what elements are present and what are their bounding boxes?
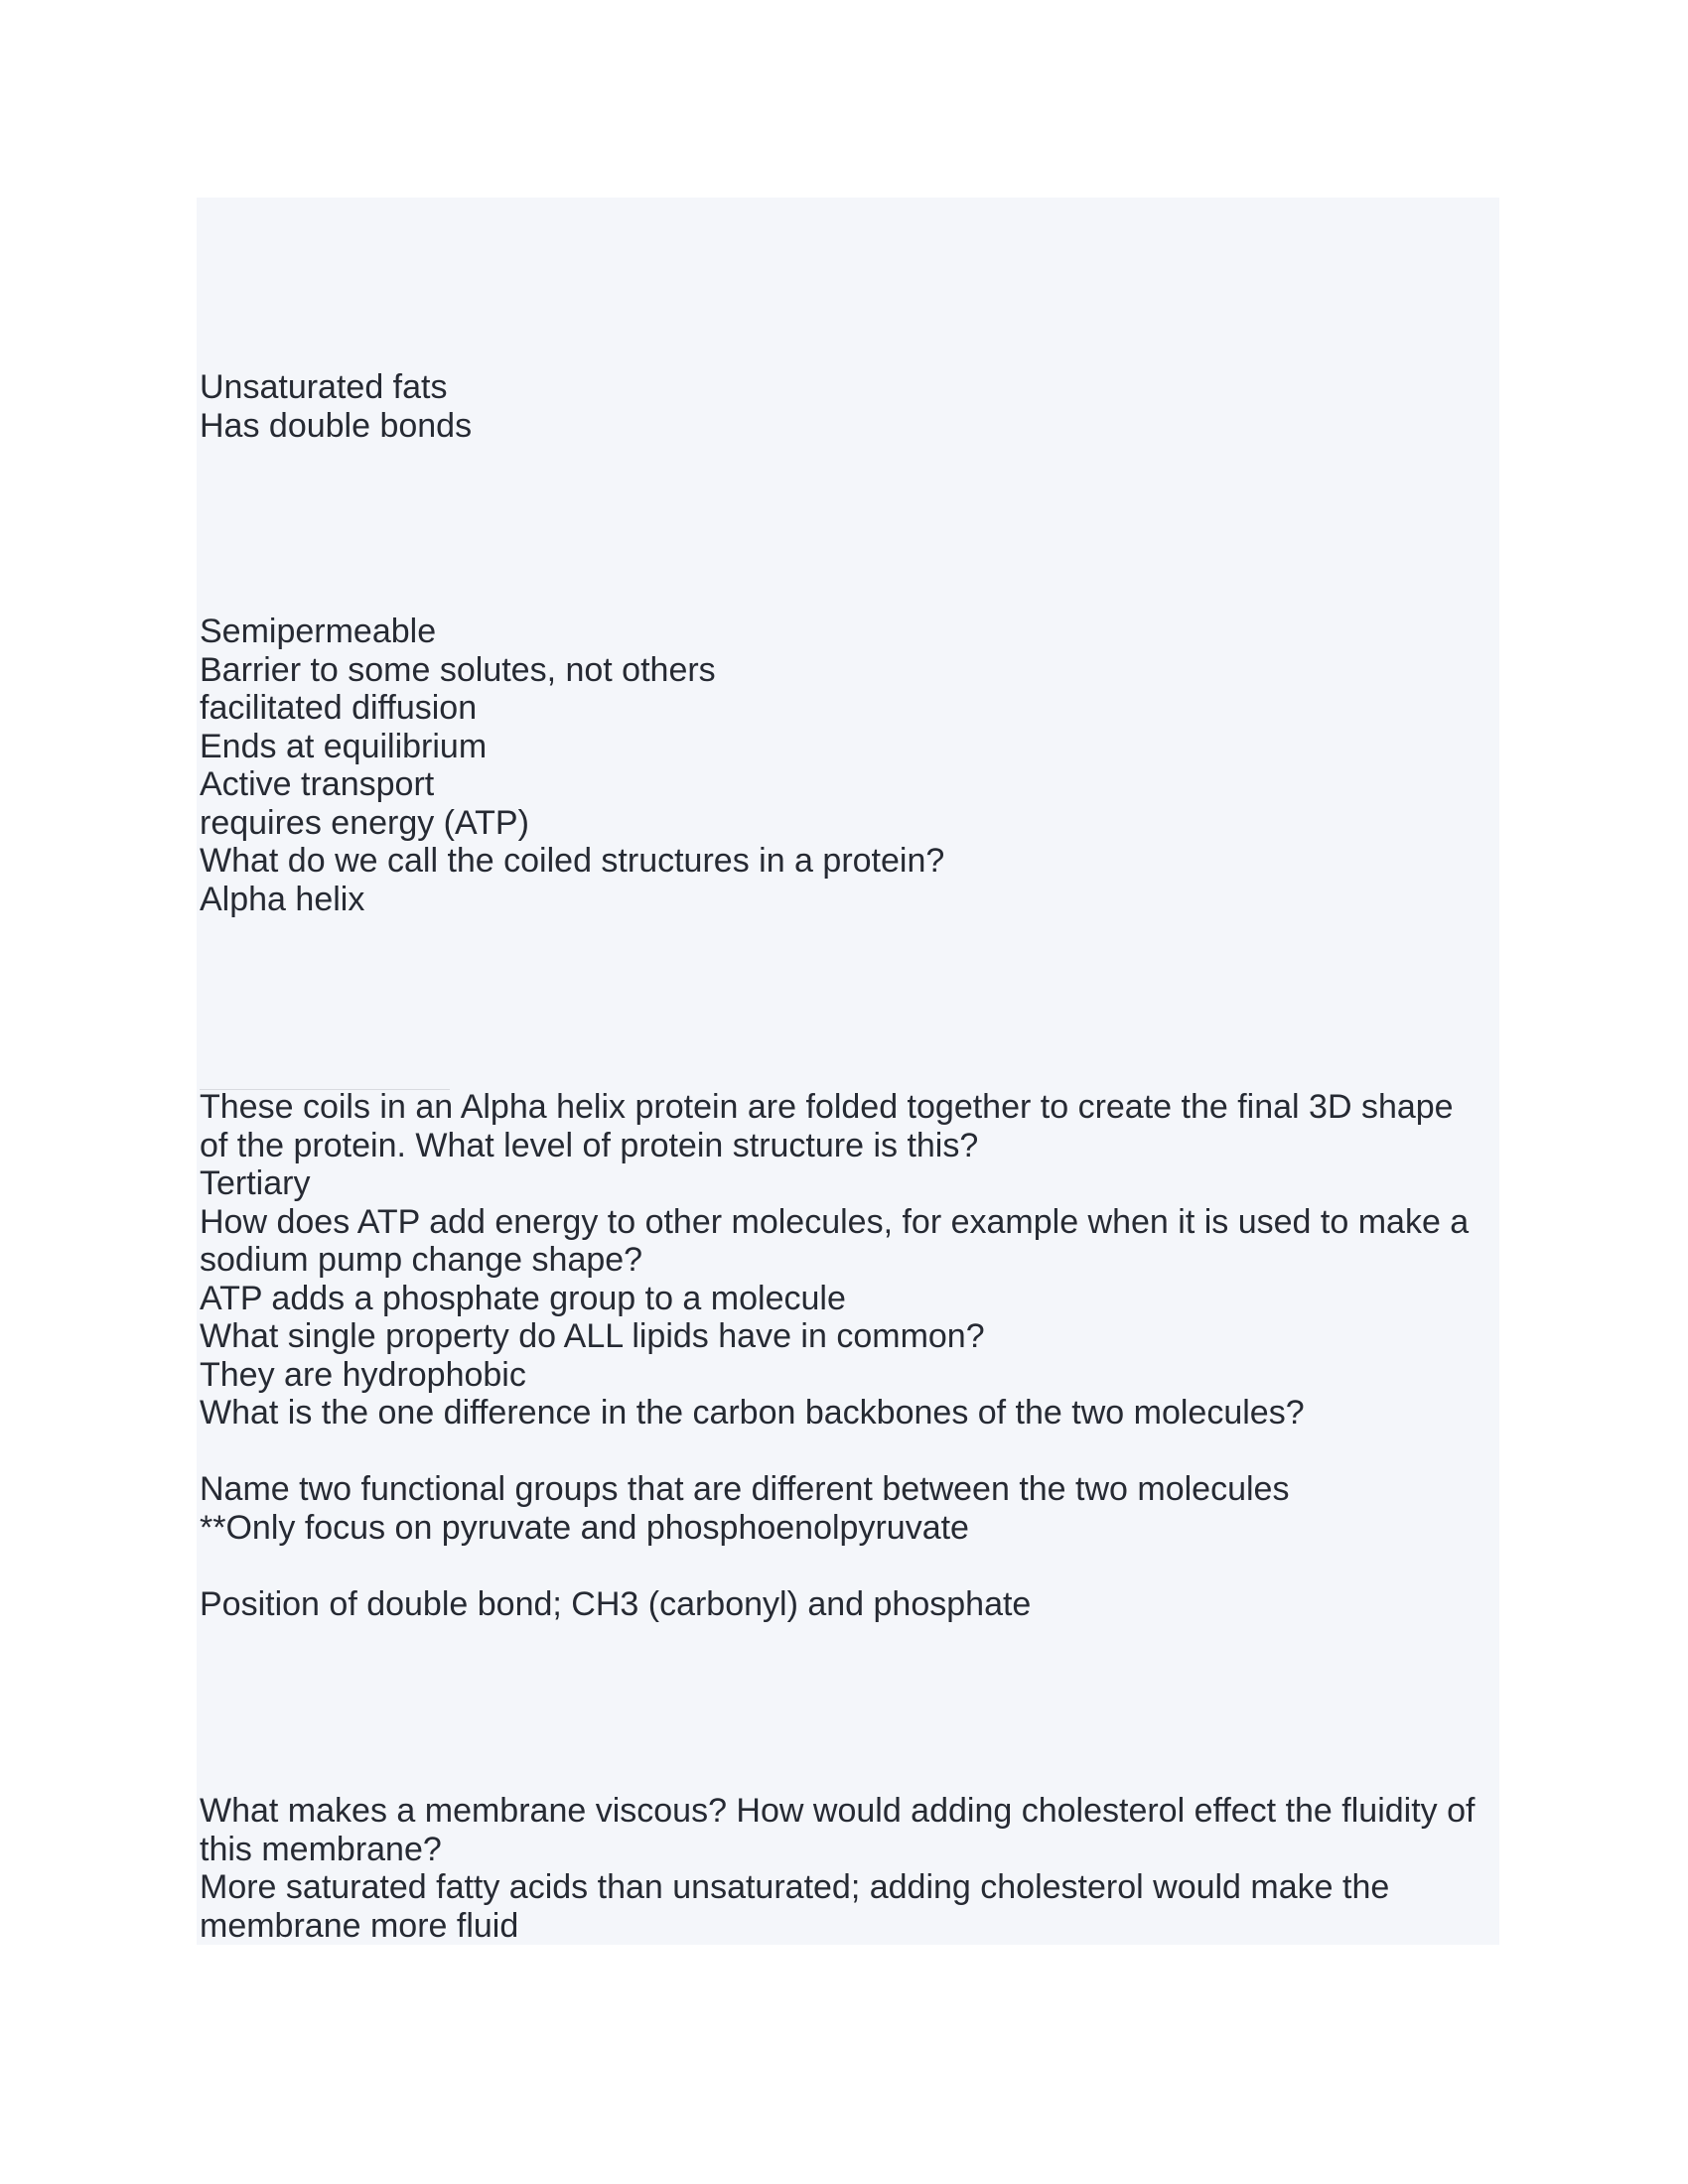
term-unsaturated-fats: Unsaturated fats <box>200 368 448 406</box>
answer-tertiary: Tertiary <box>200 1164 311 1202</box>
answer-membrane-viscous: More saturated fatty acids than unsaturated; adding cholesterol would make the membrane more fluid <box>200 1868 1390 1945</box>
question-coiled-structures: What do we call the coiled structures in a protein? <box>200 842 945 880</box>
term-facilitated-diffusion: facilitated diffusion <box>200 689 478 727</box>
question-membrane-viscous: What makes a membrane viscous? How would adding cholesterol effect the fluidity of this membrane? <box>200 1792 1476 1868</box>
note-pyruvate-focus: **Only focus on pyruvate and phosphoenolpyruvate <box>200 1508 969 1547</box>
answer-functional-groups: Position of double bond; CH3 (carbonyl) and phosphate <box>200 1584 1032 1623</box>
answer-alpha-helix: Alpha helix <box>200 880 365 918</box>
question-atp: How does ATP add energy to other molecules, for example when it is used to make a sodium pump change shape? <box>200 1202 1470 1279</box>
definition-semipermeable: Barrier to some solutes, not others <box>200 650 716 689</box>
definition-facilitated-diffusion: Ends at equilibrium <box>200 727 488 765</box>
blank-line <box>200 1433 1490 1471</box>
question-lipids: What single property do ALL lipids have in common? <box>200 1317 985 1355</box>
definition-active-transport: requires energy (ATP) <box>200 803 529 842</box>
term-active-transport: Active transport <box>200 765 435 803</box>
answer-atp: ATP adds a phosphate group to a molecule <box>200 1279 846 1317</box>
unsaturated-fats-block <box>200 368 1490 445</box>
question-carbon-backbone: What is the one difference in the carbon backbones of the two molecules? <box>200 1394 1305 1432</box>
term-semipermeable: Semipermeable <box>200 613 437 650</box>
membrane-transport-block <box>200 613 1490 918</box>
answer-lipids: They are hydrophobic <box>200 1355 526 1394</box>
flashcard-panel <box>197 198 1499 1945</box>
question-tertiary: These coils in an Alpha helix protein are folded together to create the final 3D shape of the protein. What level of protein structure is this? <box>200 1088 1454 1164</box>
membrane-viscosity-block <box>200 1792 1490 1945</box>
definition-double-bonds: Has double bonds <box>200 406 473 445</box>
question-functional-groups: Name two functional groups that are different between the two molecules <box>200 1470 1290 1508</box>
blank-line <box>200 1547 1490 1585</box>
protein-structure-block <box>200 1088 1490 1623</box>
